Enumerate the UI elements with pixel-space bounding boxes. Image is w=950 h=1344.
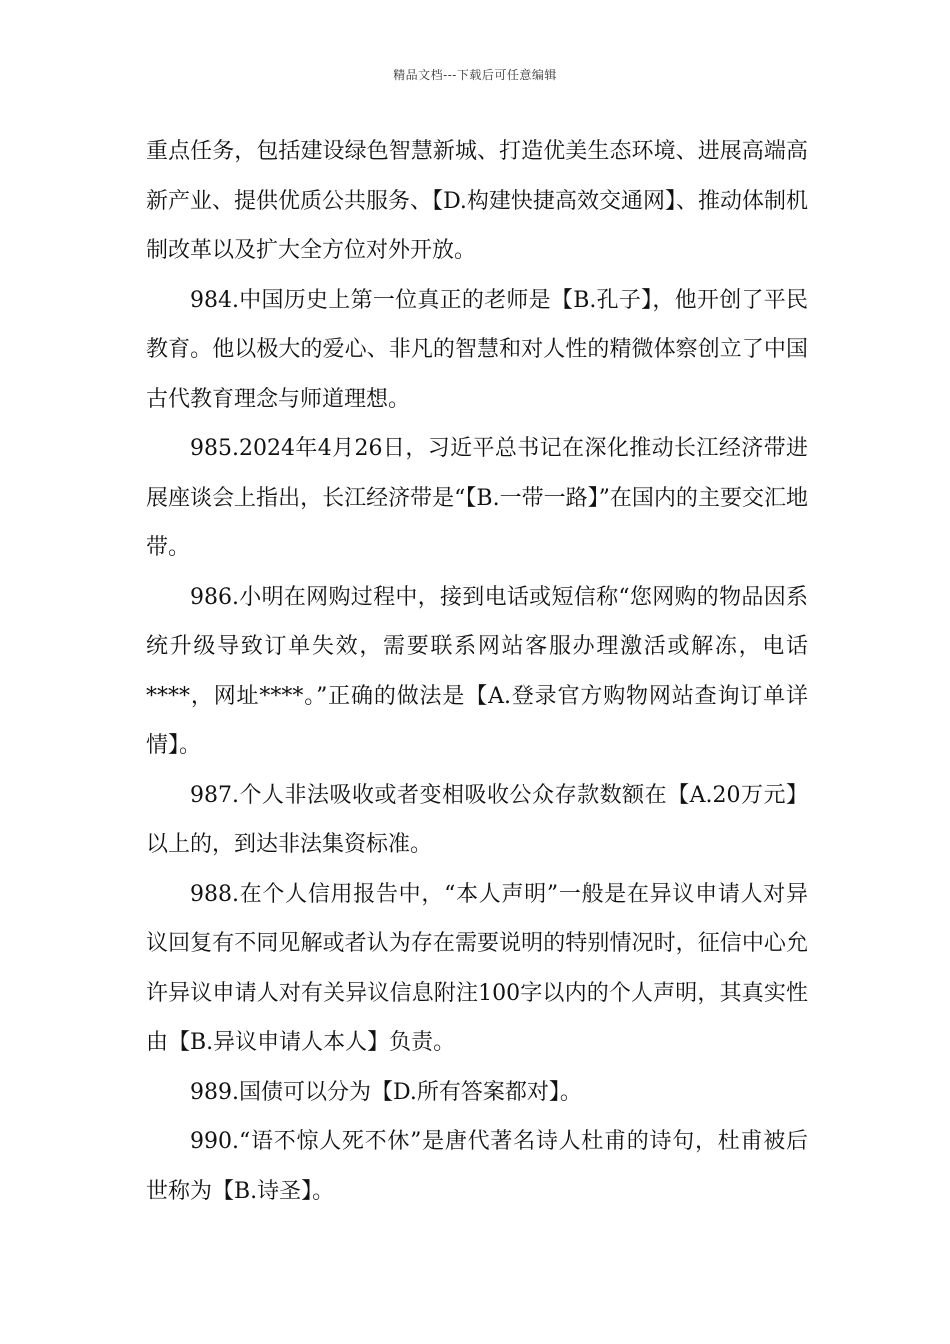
paragraph-984: 984.中国历史上第一位真正的老师是【B.孔子】，他开创了平民教育。他以极大的爱心、非凡的智慧和对人性的精微体察创立了中国古代教育理念与师道理想。 <box>146 287 808 412</box>
page-header: 精品文档---下载后可任意编辑 <box>393 68 557 82</box>
paragraph-985: 985.2024年4月26日，习近平总书记在深化推动长江经济带进展座谈会上指出，长江经济带是“【B.一带一路】”在国内的主要交汇地带。 <box>146 436 808 560</box>
paragraph-987: 987.个人非法吸收或者变相吸收公众存款数额在【A.20万元】以上的，到达非法集资标准。 <box>146 782 808 857</box>
paragraph-990: 990.“语不惊人死不休”是唐代著名诗人杜甫的诗句，杜甫被后世称为【B.诗圣】。 <box>146 1129 808 1204</box>
paragraph-986: 986.小明在网购过程中，接到电话或短信称“您网购的物品因系统升级导致订单失效，需要联系网站客服办理激活或解冻，电话****，网址****。”正确的做法是【A.登录官方购物网站查询订单详情】。 <box>146 584 808 758</box>
paragraph-continued: 重点任务，包括建设绿色智慧新城、打造优美生态环境、进展高端高新产业、提供优质公共服务、【D.构建快捷高效交通网】、推动体制机制改革以及扩大全方位对外开放。 <box>146 139 808 263</box>
document-body <box>146 127 808 1216</box>
paragraph-989: 989.国债可以分为【D.所有答案都对】。 <box>190 1079 582 1105</box>
paragraph-988: 988.在个人信用报告中，“本人声明”一般是在异议申请人对异议回复有不同见解或者认为存在需要说明的特别情况时，征信中心允许异议申请人对有关异议信息附注100字以内的个人声明，其真实性由【B.异议申请人本人】负责。 <box>146 881 808 1055</box>
